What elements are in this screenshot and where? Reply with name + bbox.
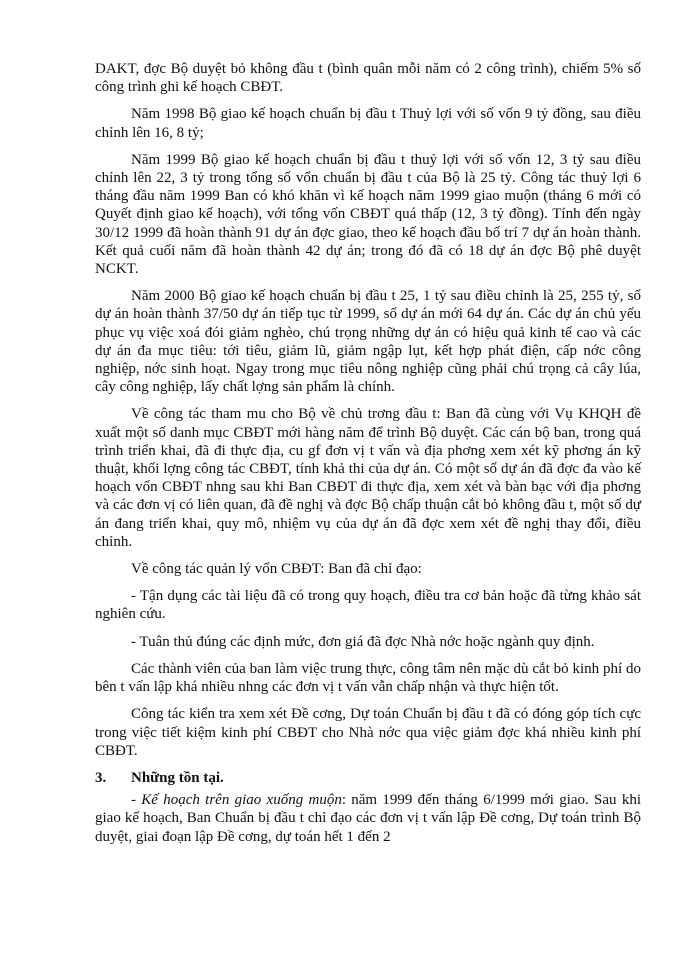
paragraph-8: - Tuân thủ đúng các định mức, đơn giá đã đợc Nhà nớc hoặc ngành quy định.: [131, 633, 595, 650]
paragraph-6: Về công tác quản lý vốn CBĐT: Ban đã chỉ đạo:: [131, 561, 422, 578]
paragraph-3: Năm 1999 Bộ giao kế hoạch chuẩn bị đầu t thuỷ lợi với số vốn 12, 3 tỷ sau điều chỉnh lên 22, 3 tỷ trong tổng số vốn chuẩn bị đầu t của Bộ là 25 tỷ. Công tác thuỷ lợi 6 tháng đầu năm 1999 Ban có khó khăn vì kế hoạch năm 1999 giao muộn (tháng 6 mới có Quyết định giao kế hoạch), với tổng vốn CBĐT quá thấp (12, 3 tỷ đồng). Tính đến ngày 30/12 1999 đã hoàn thành 91 dự án đợc giao, theo kế hoạch đầu bố trí 7 dự án hoàn thành. Kết quả cuối năm đã hoàn thành 42 dự án; trong đó đã có 18 dự án đợc Bộ phê duyệt NCKT.: [95, 151, 641, 278]
italic-lead: - Kế hoạch trên giao xuống muộn: [131, 792, 342, 809]
paragraph-11: [95, 791, 641, 846]
paragraph-11-rest: : năm 1999 đến tháng 6/1999 mới giao. Sau khi giao kế hoạch, Ban Chuẩn bị đầu t chỉ đạo các đơn vị t vấn lập Đề cơng, Dự toán trình Bộ duyệt, giai đoạn lập Đề cơng, dự toán hết 1 đến 2: [95, 792, 642, 845]
section-number: 3.: [95, 769, 107, 786]
paragraph-7: - Tận dụng các tài liệu đã có trong quy hoạch, điều tra cơ bản hoặc đã từng khảo sát nghiên cứu.: [95, 588, 641, 623]
paragraph-1: DAKT, đợc Bộ duyệt bỏ không đầu t (bình quân mỗi năm có 2 công trình), chiếm 5% số công trình ghi kế hoạch CBĐT.: [95, 61, 641, 96]
document-page: [95, 60, 641, 855]
paragraph-10: Công tác kiển tra xem xét Đề cơng, Dự toán Chuẩn bị đầu t đã có đóng góp tích cực trong việc tiết kiệm kinh phí CBĐT cho Nhà nớc qua việc giảm đợc khá nhiều kinh phí CBĐT.: [95, 706, 641, 759]
section-title: Những tồn tại.: [131, 769, 224, 786]
paragraph-5: Về công tác tham mu cho Bộ về chủ trơng đầu t: Ban đã cùng với Vụ KHQH đề xuất một số danh mục CBĐT mới hàng năm để trình Bộ duyệt. Các cán bộ ban, trong quá trình triển khai, đã đi thực địa, cu gf đơn vị t vấn và địa phơng xem xét kỹ phơng án kỹ thuật, khối lợng công tác CBĐT, tính khả thi của dự án. Có một số dự án đã đợc đa vào kế hoạch vốn CBĐT nhng sau khi Ban CBĐT đi thực địa, xem xét và bàn bạc với địa phơng và các đơn vị có liên quan, đã đề nghị và đợc Bộ chấp thuận cắt bỏ không đầu t, một số dự án đang triển khai, quy mô, nhiệm vụ của dự án đã đợc xem xét đề nghị thay đổi, điều chỉnh.: [95, 406, 641, 550]
paragraph-4: Năm 2000 Bộ giao kế hoạch chuẩn bị đầu t 25, 1 tỷ sau điều chỉnh là 25, 255 tỷ, số dự án hoàn thành 37/50 dự án tiếp tục từ 1999, số dự án mới 64 dự án. Các dự án chủ yếu phục vụ việc xoá đói giảm nghèo, chú trọng những dự án có hiệu quả kinh tế cao và các dự án đa mục tiêu: tới tiêu, giảm lũ, giảm ngập lụt, kết hợp phát điện, cấp nớc công nghiệp, nớc sinh hoạt. Ngay trong mục tiêu nông nghiệp cũng phải chú trọng cả cây lúa, cây công nghiệp, lấy chất lợng sản phẩm là chính.: [95, 288, 641, 396]
paragraph-2: Năm 1998 Bộ giao kế hoạch chuẩn bị đầu t Thuỷ lợi với số vốn 9 tỷ đồng, sau điều chỉnh lên 16, 8 tỷ;: [95, 106, 641, 141]
section-heading: [95, 769, 641, 787]
paragraph-9: Các thành viên của ban làm việc trung thực, công tâm nên mặc dù cắt bỏ kinh phí do bên t vấn lập khá nhiều nhng các đơn vị t vấn vẫn chấp nhận và thực hiện tốt.: [95, 660, 641, 696]
